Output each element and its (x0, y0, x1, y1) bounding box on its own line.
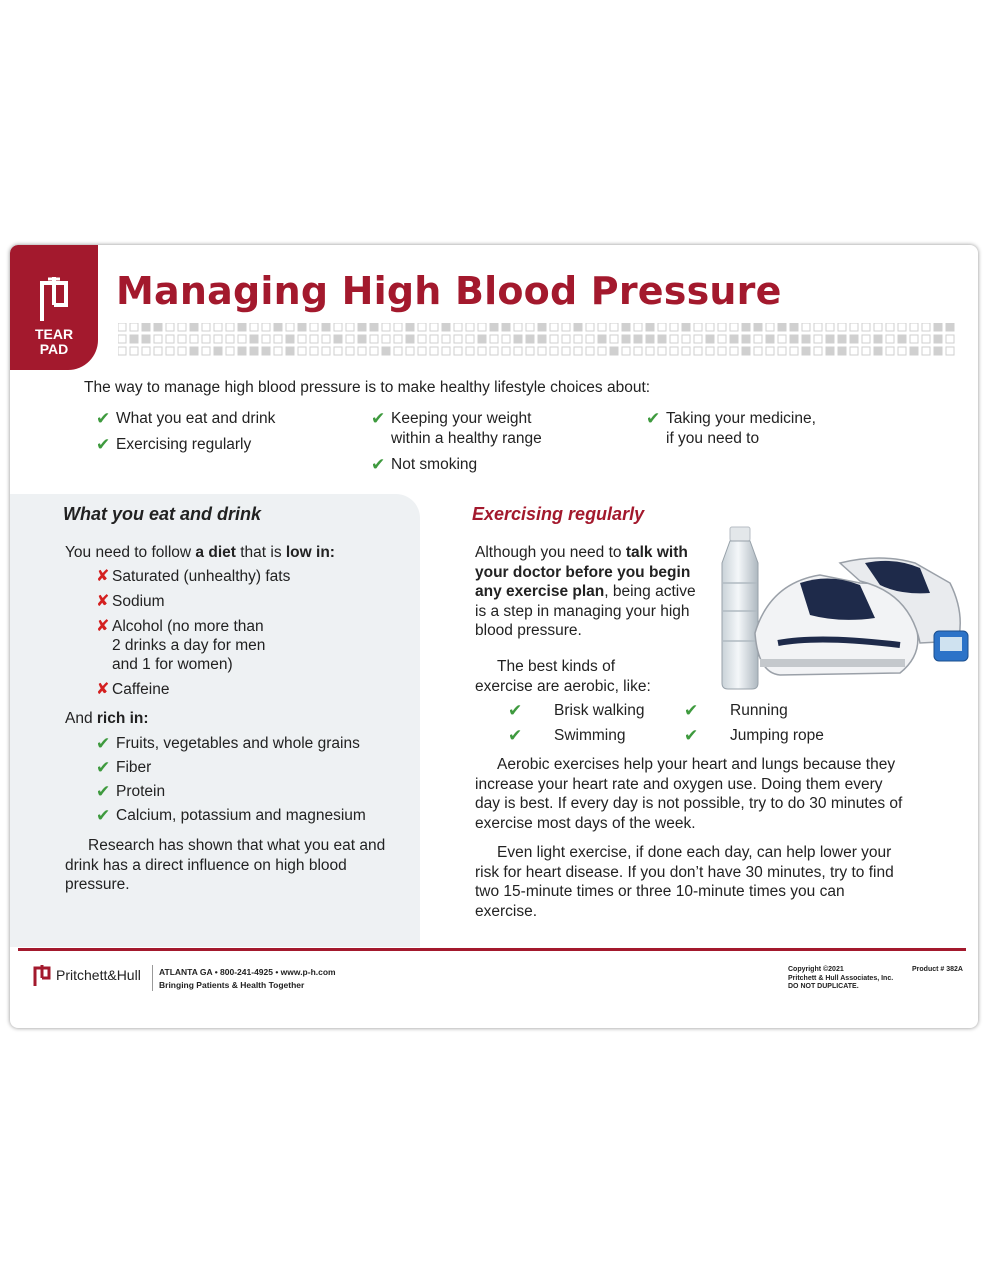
dot-cell (190, 323, 198, 331)
dot-cell (610, 347, 618, 355)
dot-cell (142, 323, 150, 331)
dot-cell (502, 335, 510, 343)
dot-cell (802, 335, 810, 343)
dot-cell (502, 347, 510, 355)
dot-cell (130, 347, 138, 355)
dot-cell (790, 323, 798, 331)
choices-col-2 (371, 409, 542, 481)
dot-cell (922, 335, 930, 343)
dot-cell (574, 347, 582, 355)
x-mark-icon: ✘ (96, 568, 110, 585)
dot-cell (538, 347, 546, 355)
dot-cell (550, 347, 558, 355)
dot-cell (346, 335, 354, 343)
dot-cell (934, 323, 942, 331)
dot-cell (166, 347, 174, 355)
dot-cell (838, 335, 846, 343)
dot-cell (346, 323, 354, 331)
dot-cell (202, 347, 210, 355)
dot-cell (874, 347, 882, 355)
dot-cell (622, 323, 630, 331)
dot-cell (322, 347, 330, 355)
ph-logo-icon (32, 964, 52, 986)
dot-cell (766, 347, 774, 355)
footer-copyright: Copyright ©2021 Pritchett & Hull Associates, Inc. DO NOT DUPLICATE. (788, 966, 894, 990)
aerobic-text: Aerobic exercises help your heart and lungs because they increase your heart rate and oxygen use. Doing them every day is best. If every day is not possible, try to do 30 minutes of exercise most days of the week. (475, 756, 903, 832)
dot-cell (526, 323, 534, 331)
dot-cell (466, 335, 474, 343)
dot-cell (478, 335, 486, 343)
dot-cell (754, 335, 762, 343)
dot-cell (442, 347, 450, 355)
dot-cell (646, 323, 654, 331)
dot-cell (694, 335, 702, 343)
dot-cell (910, 323, 918, 331)
dot-cell (238, 347, 246, 355)
dot-cell (274, 347, 282, 355)
dot-cell (826, 347, 834, 355)
dot-cell (418, 347, 426, 355)
pedometer-icon (934, 631, 968, 661)
dot-cell (262, 323, 270, 331)
light-exercise-text: Even light exercise, if done each day, can help lower your risk for heart disease. If you don’t have 30 minutes, try to find two 15-minute times or three 10-minute times you can exercise. (475, 844, 894, 920)
dot-cell (706, 323, 714, 331)
dot-cell (838, 323, 846, 331)
decorative-dot-pattern (118, 323, 958, 359)
dot-cell (118, 323, 126, 331)
dot-cell (526, 347, 534, 355)
dot-cell (478, 323, 486, 331)
dot-cell (418, 335, 426, 343)
dot-cell (694, 323, 702, 331)
dot-cell (226, 347, 234, 355)
dot-cell (934, 347, 942, 355)
dot-cell (790, 347, 798, 355)
dot-cell (166, 335, 174, 343)
dot-cell (658, 347, 666, 355)
dot-cell (418, 323, 426, 331)
dot-cell (634, 323, 642, 331)
dot-cell (718, 323, 726, 331)
dot-cell (274, 335, 282, 343)
x-mark-icon: ✘ (96, 593, 110, 610)
dot-cell (730, 323, 738, 331)
dot-cell (850, 323, 858, 331)
dot-cell (514, 323, 522, 331)
footer-logo (32, 964, 141, 986)
tear-pad-tab (10, 245, 98, 370)
product-number: Product # 382A (912, 966, 963, 973)
dot-cell (934, 335, 942, 343)
dot-cell (886, 335, 894, 343)
dot-cell (850, 347, 858, 355)
dot-cell (430, 323, 438, 331)
dot-cell (454, 335, 462, 343)
dot-cell (910, 347, 918, 355)
dot-cell (742, 347, 750, 355)
dot-cell (886, 323, 894, 331)
exercise-item: ✔ Jumping rope (684, 726, 824, 745)
list-item: ✔ Not smoking (371, 455, 478, 474)
dot-cell (814, 323, 822, 331)
dot-cell (718, 335, 726, 343)
dot-cell (586, 323, 594, 331)
brand-name: Pritchett&Hull (56, 967, 141, 983)
dot-cell (490, 347, 498, 355)
check-icon: ✔ (96, 758, 111, 777)
dot-cell (550, 335, 558, 343)
dot-cell (886, 347, 894, 355)
dot-cell (322, 323, 330, 331)
dot-cell (550, 323, 558, 331)
dot-cell (382, 323, 390, 331)
list-item: ✔ Fiber (96, 758, 152, 777)
diet-heading: What you eat and drink (63, 504, 262, 524)
dot-cell (634, 347, 642, 355)
dot-cell (898, 335, 906, 343)
dot-cell (430, 347, 438, 355)
dot-cell (190, 335, 198, 343)
check-icon: ✔ (684, 701, 699, 720)
dot-cell (166, 323, 174, 331)
dot-cell (646, 335, 654, 343)
dot-cell (754, 323, 762, 331)
ph-logo-icon (34, 275, 74, 323)
dot-cell (730, 335, 738, 343)
dot-cell (598, 335, 606, 343)
dot-cell (298, 335, 306, 343)
dot-cell (682, 335, 690, 343)
dot-cell (946, 323, 954, 331)
dot-cell (862, 335, 870, 343)
dot-cell (334, 347, 342, 355)
list-item: ✘ Alcohol (no more than 2 drinks a day for men and 1 for women) (96, 618, 266, 673)
dot-cell (142, 347, 150, 355)
dot-cell (946, 347, 954, 355)
dot-cell (790, 335, 798, 343)
list-item: ✘ Sodium (96, 593, 165, 610)
dot-cell (226, 335, 234, 343)
dot-cell (310, 323, 318, 331)
exercise-item: ✔ Swimming (508, 726, 626, 745)
dot-cell (874, 323, 882, 331)
dot-cell (502, 323, 510, 331)
dot-cell (178, 323, 186, 331)
dot-cell (178, 335, 186, 343)
dot-cell (586, 335, 594, 343)
low-in-list (96, 567, 290, 699)
dot-cell (922, 347, 930, 355)
dot-cell (682, 323, 690, 331)
dot-cell (202, 323, 210, 331)
dot-cell (454, 323, 462, 331)
dot-cell (646, 347, 654, 355)
dot-cell (622, 347, 630, 355)
list-item: ✘ Caffeine (96, 681, 170, 698)
dot-cell (610, 323, 618, 331)
dot-cell (946, 335, 954, 343)
dot-cell (826, 335, 834, 343)
dot-cell (862, 347, 870, 355)
dot-cell (358, 335, 366, 343)
dot-cell (394, 347, 402, 355)
dot-cell (382, 347, 390, 355)
footer-divider (152, 965, 153, 991)
dot-cell (898, 347, 906, 355)
dot-cell (574, 323, 582, 331)
dot-cell (154, 335, 162, 343)
dot-cell (610, 335, 618, 343)
dot-cell (334, 323, 342, 331)
dot-cell (862, 323, 870, 331)
dot-cell (346, 347, 354, 355)
dot-cell (850, 335, 858, 343)
dot-cell (202, 335, 210, 343)
exercise-heading: Exercising regularly (472, 504, 645, 524)
footer-address-block (159, 966, 336, 992)
dot-cell (634, 335, 642, 343)
dot-cell (802, 347, 810, 355)
list-item: ✔ Fruits, vegetables and whole grains (96, 734, 360, 753)
research-text: Research has shown that what you eat and drink has a direct influence on high blood pressure. (65, 837, 386, 893)
dot-cell (718, 347, 726, 355)
dot-cell (334, 335, 342, 343)
dot-cell (838, 347, 846, 355)
dot-cell (286, 347, 294, 355)
dot-cell (238, 335, 246, 343)
dot-cell (670, 323, 678, 331)
dot-cell (658, 335, 666, 343)
dot-cell (298, 347, 306, 355)
dot-cell (478, 347, 486, 355)
dot-cell (154, 323, 162, 331)
check-icon: ✔ (371, 455, 386, 474)
dot-cell (250, 347, 258, 355)
dot-cell (178, 347, 186, 355)
check-icon: ✔ (96, 409, 111, 428)
dot-cell (238, 323, 246, 331)
check-icon: ✔ (646, 409, 661, 428)
dot-cell (694, 347, 702, 355)
dot-cell (394, 323, 402, 331)
dot-cell (286, 323, 294, 331)
dot-cell (538, 323, 546, 331)
dot-cell (514, 335, 522, 343)
check-icon: ✔ (96, 734, 111, 753)
check-icon: ✔ (96, 806, 111, 825)
dot-cell (922, 323, 930, 331)
exercise-item: ✔ Brisk walking (508, 701, 645, 720)
dot-cell (490, 335, 498, 343)
dot-cell (910, 335, 918, 343)
list-item: ✔ Keeping your weight within a healthy range (371, 409, 542, 447)
dot-cell (406, 335, 414, 343)
dot-cell (190, 347, 198, 355)
dot-cell (766, 335, 774, 343)
dot-cell (274, 323, 282, 331)
dot-cell (598, 323, 606, 331)
dot-cell (466, 323, 474, 331)
dot-cell (214, 335, 222, 343)
tear-pad-label: TEAR PAD (34, 326, 74, 357)
dot-cell (394, 335, 402, 343)
dot-cell (562, 335, 570, 343)
exercise-item: ✔ Running (684, 701, 788, 720)
dot-cell (250, 335, 258, 343)
dot-cell (562, 323, 570, 331)
dot-cell (802, 323, 810, 331)
dot-cell (526, 335, 534, 343)
dot-cell (598, 347, 606, 355)
dot-cell (730, 347, 738, 355)
exercise-photo (700, 523, 970, 693)
footer-tagline: Bringing Patients & Health Together (159, 980, 305, 990)
dot-cell (286, 335, 294, 343)
choices-col-1 (96, 409, 275, 461)
dot-cell (154, 347, 162, 355)
dot-cell (778, 347, 786, 355)
dot-cell (514, 347, 522, 355)
dot-cell (682, 347, 690, 355)
dot-cell (298, 323, 306, 331)
check-icon: ✔ (96, 435, 111, 454)
check-icon: ✔ (684, 726, 699, 745)
x-mark-icon: ✘ (96, 618, 110, 635)
dot-cell (874, 335, 882, 343)
dot-cell (742, 323, 750, 331)
rich-in-list (96, 734, 366, 825)
dot-cell (754, 347, 762, 355)
dot-cell (538, 335, 546, 343)
dot-cell (706, 335, 714, 343)
best-kinds-text: The best kinds of exercise are aerobic, like: (475, 658, 651, 695)
dot-cell (454, 347, 462, 355)
list-item: ✘ Saturated (unhealthy) fats (96, 568, 291, 585)
x-mark-icon: ✘ (96, 681, 110, 698)
dot-cell (214, 347, 222, 355)
dot-cell (490, 323, 498, 331)
dot-cell (370, 335, 378, 343)
dot-cell (778, 335, 786, 343)
list-item: ✔ Protein (96, 782, 166, 801)
dot-cell (430, 335, 438, 343)
page-title: Managing High Blood Pressure (116, 269, 782, 313)
dot-cell (142, 335, 150, 343)
dot-cell (442, 323, 450, 331)
dot-cell (226, 323, 234, 331)
dot-cell (130, 323, 138, 331)
list-item: ✔ Taking your medicine, if you need to (646, 409, 816, 447)
dot-cell (586, 347, 594, 355)
list-item: ✔ What you eat and drink (96, 409, 276, 428)
dot-cell (250, 323, 258, 331)
footer-address: ATLANTA GA • 800-241-4925 • www.p-h.com (159, 967, 336, 977)
list-item: ✔ Calcium, potassium and magnesium (96, 806, 366, 825)
dot-cell (370, 323, 378, 331)
dot-cell (130, 335, 138, 343)
dot-cell (358, 323, 366, 331)
list-item: ✔ Exercising regularly (96, 435, 252, 454)
dot-cell (898, 323, 906, 331)
dot-cell (658, 323, 666, 331)
dot-cell (370, 347, 378, 355)
dot-cell (310, 347, 318, 355)
dot-cell (742, 335, 750, 343)
water-bottle-icon (722, 527, 758, 689)
handout-sheet (10, 245, 978, 1028)
dot-cell (262, 335, 270, 343)
dot-cell (466, 347, 474, 355)
dot-cell (670, 347, 678, 355)
dot-cell (442, 335, 450, 343)
sneakers-icon (755, 558, 960, 675)
choices-col-3 (646, 409, 816, 455)
exercise-intro: Although you need to talk with your doctor before you begin any exercise plan, being active is a step in managing your high blood pressure. (475, 544, 696, 639)
dot-cell (406, 323, 414, 331)
diet-lead: You need to follow a diet that is low in: (65, 544, 335, 561)
dot-cell (778, 323, 786, 331)
dot-cell (382, 335, 390, 343)
dot-cell (406, 347, 414, 355)
check-icon: ✔ (96, 782, 111, 801)
dot-cell (214, 323, 222, 331)
dot-cell (310, 335, 318, 343)
intro-text: The way to manage high blood pressure is to make healthy lifestyle choices about: (84, 379, 651, 396)
dot-cell (358, 347, 366, 355)
dot-cell (622, 335, 630, 343)
dot-cell (814, 347, 822, 355)
dot-cell (322, 335, 330, 343)
check-icon: ✔ (371, 409, 386, 428)
dot-cell (118, 347, 126, 355)
check-icon: ✔ (508, 701, 523, 720)
dot-cell (562, 347, 570, 355)
check-icon: ✔ (508, 726, 523, 745)
dot-cell (118, 335, 126, 343)
dot-cell (670, 335, 678, 343)
rich-in-lead: And rich in: (65, 710, 149, 727)
footer-rule (18, 948, 966, 951)
dot-cell (574, 335, 582, 343)
dot-cell (826, 323, 834, 331)
dot-cell (766, 323, 774, 331)
dot-cell (814, 335, 822, 343)
dot-cell (262, 347, 270, 355)
dot-cell (706, 347, 714, 355)
